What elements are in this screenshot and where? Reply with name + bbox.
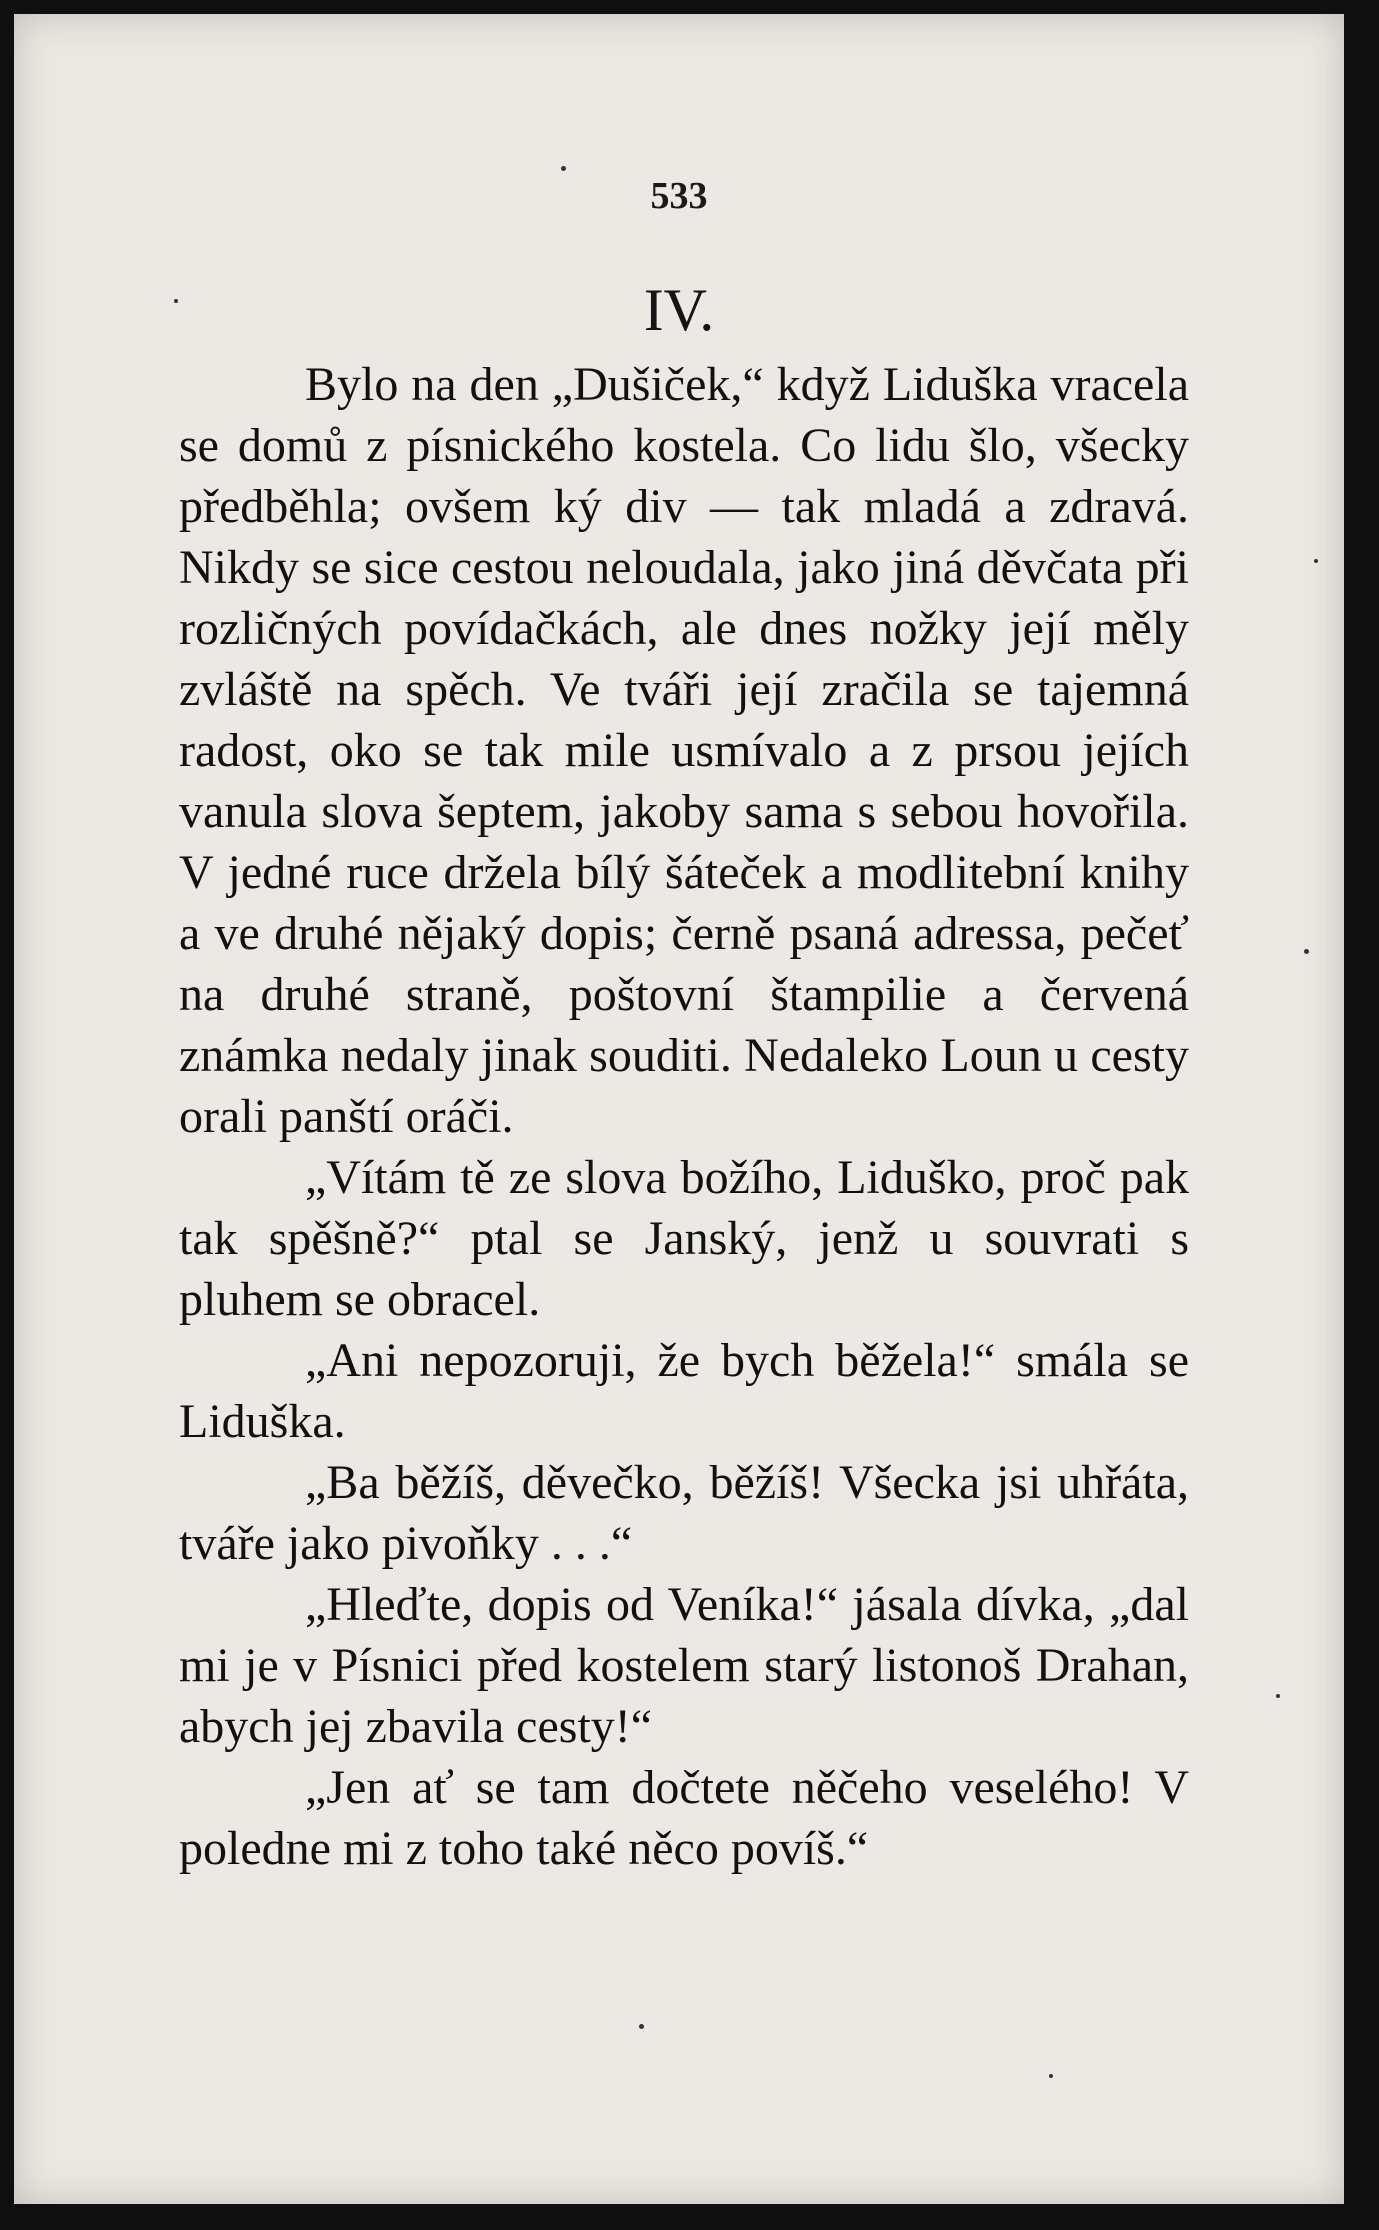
page-number: 533: [650, 175, 708, 217]
paper-speck: [561, 166, 566, 171]
paper-speck: [174, 299, 178, 303]
paper-speck: [1276, 1694, 1280, 1698]
body-text: [179, 354, 1189, 1879]
book-page: [14, 14, 1344, 2204]
paragraph: „Vítám tě ze slova božího, Liduško, proč pak tak spěšně?“ ptal se Janský, jenž u souvrati s pluhem se obracel.: [179, 1151, 1189, 1326]
paper-speck: [1314, 559, 1318, 563]
paper-speck: [1049, 2074, 1053, 2078]
paragraph: „Hleďte, dopis od Veníka!“ jásala dívka, „dal mi je v Písnici před kostelem starý listonoš Drahan, abych jej zbavila cesty!“: [179, 1578, 1189, 1753]
paragraph: „Jen ať se tam dočtete něčeho veselého! V poledne mi z toho také něco povíš.“: [179, 1761, 1189, 1875]
paper-speck: [1304, 949, 1309, 954]
paragraph: „Bа běžíš, děvečko, běžíš! Všecka jsi uhřáta, tváře jako pivoňky . . .“: [179, 1456, 1189, 1570]
paragraph: „Ani nepozoruji, že bych běžela!“ smála se Liduška.: [179, 1334, 1189, 1448]
paragraph: Bylo na den „Dušiček,“ když Liduška vracela se domů z písnického kostela. Co lidu šlo, všecky předběhla; ovšem ký div — tak mladá a zdravá. Nikdy se sice cestou neloudala, jako jiná děvčata při rozličných povídačkách, ale dnes nožky její měly zvláště na spěch. Ve tváři její zračila se tajemná radost, oko se tak mile usmívalo a z prsou jejích vanula slova šeptem, jakoby sama s sebou hovořila. V jedné ruce držela bílý šáteček a modlitební knihy a ve druhé nějaký dopis; černě psaná adressa, pečeť na druhé straně, poštovní štampilie a červená známka nedaly jinak souditi. Nedaleko Loun u cesty orali panští oráči.: [179, 358, 1189, 1143]
chapter-heading: IV.: [643, 277, 715, 343]
paper-speck: [639, 2024, 644, 2029]
